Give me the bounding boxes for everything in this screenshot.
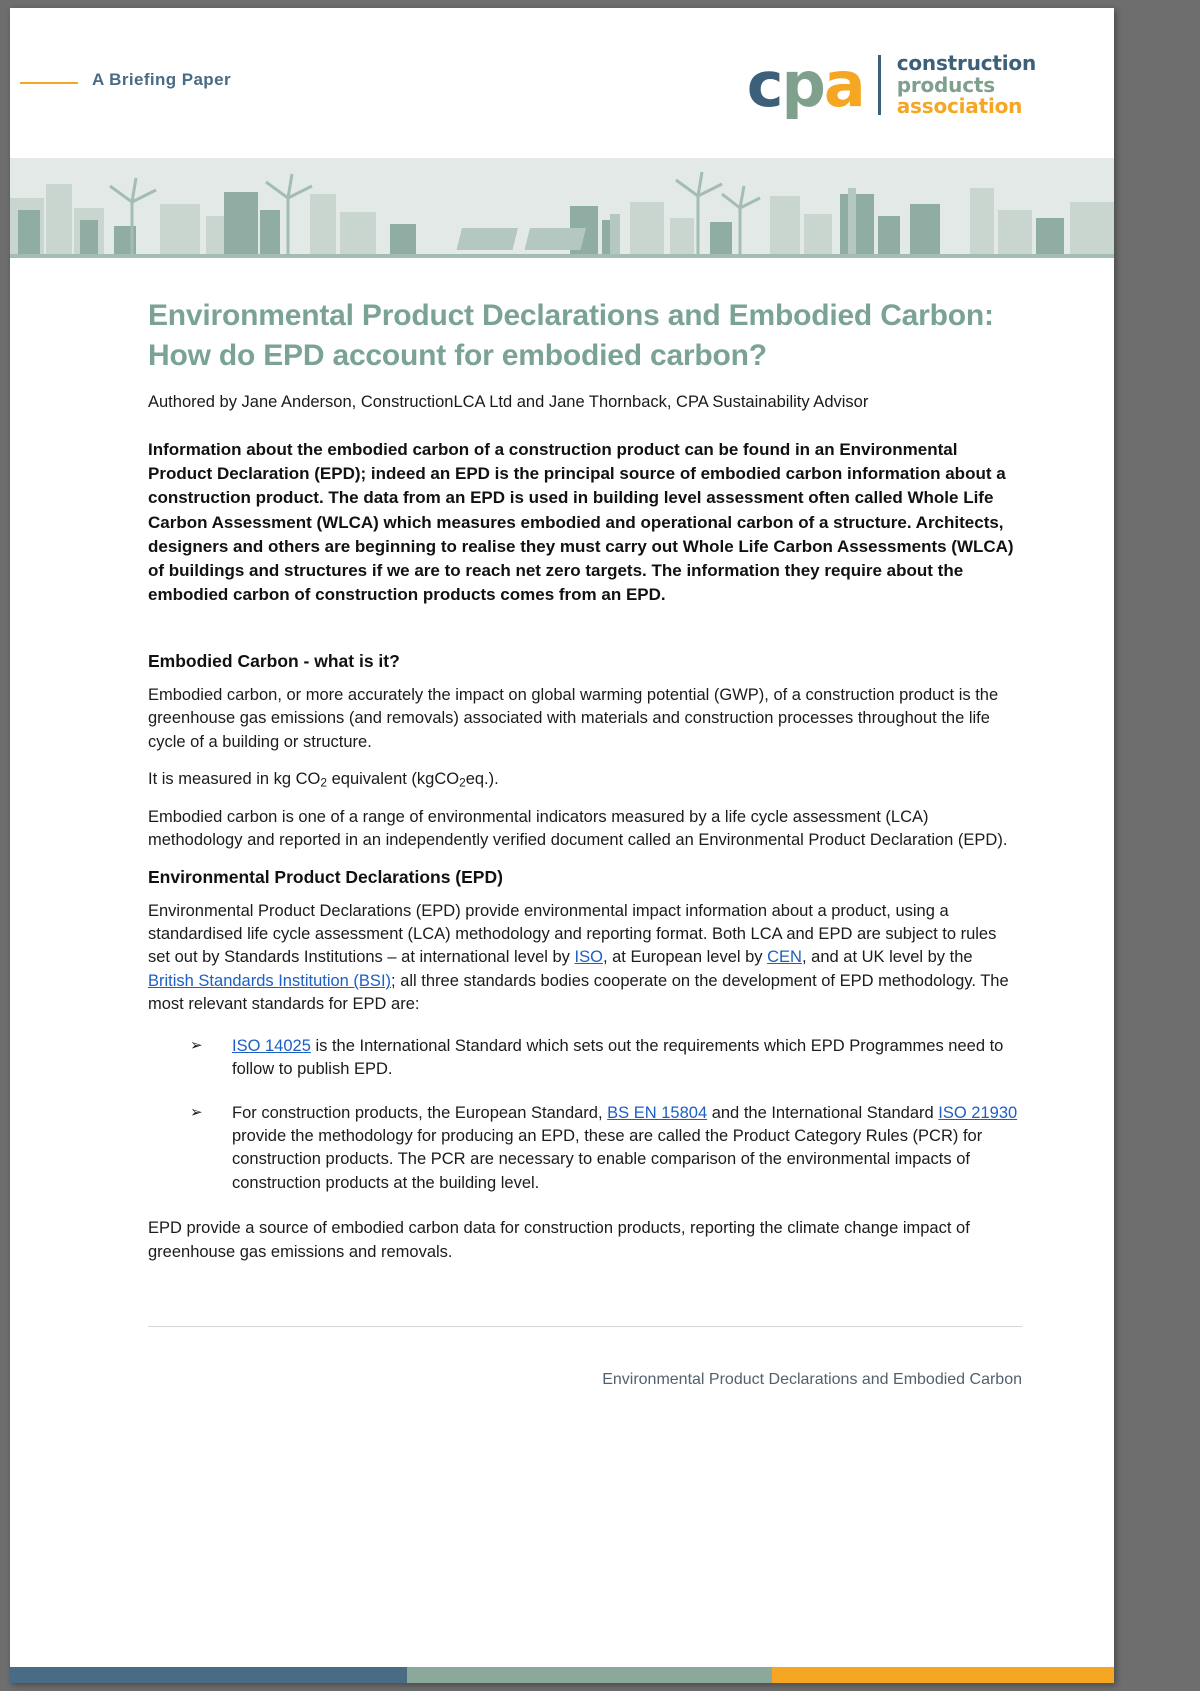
bullet-2-text-after: provide the methodology for producing an EPD, these are called the Product Category Rules (PCR) for construction products. The PCR are necessary to enable comparison of the environmental impacts of construction products at the building level.: [232, 1127, 983, 1192]
skyline-illustration-band: [10, 158, 1114, 258]
paragraph-epd-closing: EPD provide a source of embodied carbon data for construction products, reporting the climate change impact of greenhouse gas emissions and removals.: [148, 1219, 970, 1261]
logo-letter-c: c: [746, 48, 782, 122]
arrow-bullet-icon: ➢: [190, 1036, 203, 1054]
bullet-2-text-mid: and the International Standard: [707, 1103, 939, 1122]
page-title: Environmental Product Declarations and Embodied Carbon: How do EPD account for embodied carbon?: [148, 299, 994, 372]
bottom-bar-segment-green: [407, 1667, 771, 1683]
epd-text-part-2: , at European level by: [602, 948, 768, 967]
cpa-logo-mark: [746, 48, 864, 122]
skyline-graphic: [10, 158, 1114, 258]
section-heading-embodied-carbon: Embodied Carbon - what is it?: [148, 651, 400, 672]
paragraph-epd-standards: [148, 900, 1022, 1017]
epd-text-part-1: Environmental Product Declarations (EPD) provide environmental impact information about a product, using a standardised life cycle assessment (LCA) methodology and reporting format. Both LCA and EPD are subject to rules set out by Standards Institutions – at international level by: [148, 901, 997, 967]
cpa-logo-wordmark: [897, 53, 1036, 118]
document-content: [10, 258, 1114, 1264]
cpa-logo: [746, 48, 1036, 122]
link-bs-en-15804[interactable]: BS EN 15804: [607, 1103, 708, 1122]
list-item: [190, 1035, 1022, 1082]
logo-word-association: association: [896, 94, 1023, 119]
bottom-bar-segment-orange: [772, 1667, 1114, 1683]
list-item: [190, 1102, 1022, 1196]
epd-text-part-3: , and at UK level by the: [801, 948, 973, 967]
paragraph-measurement-units: It is measured in kg $CO_2$ equivalent (kgCO$_2$eq.).: [148, 770, 499, 790]
standards-list: [148, 1035, 1022, 1196]
link-bsi[interactable]: British Standards Institution (BSI): [148, 971, 392, 990]
co2-subscript-1: 2: [320, 775, 328, 790]
link-iso-21930[interactable]: ISO 21930: [938, 1103, 1018, 1122]
logo-divider: [878, 55, 881, 115]
epd-text-part-4: ; all three standards bodies cooperate on the development of EPD methodology. The most relevant standards for EPD are:: [148, 971, 1009, 1014]
bottom-color-bar: [10, 1667, 1114, 1683]
bottom-bar-segment-blue: [10, 1667, 407, 1683]
paragraph-embodied-carbon-definition: Embodied carbon, or more accurately the impact on global warming potential (GWP), of a construction product is the greenhouse gas emissions (and removals) associated with materials and construction processes throughout the life cycle of a building or structure.: [148, 686, 999, 751]
page-header: [10, 8, 1114, 158]
briefing-paper-label: A Briefing Paper: [92, 70, 231, 89]
bullet-2-text-before: For construction products, the European Standard,: [232, 1103, 608, 1122]
link-iso-14025[interactable]: ISO 14025: [232, 1036, 311, 1055]
footer-title: Environmental Product Declarations and Embodied Carbon: [602, 1371, 1022, 1389]
paragraph-lca-indicator: Embodied carbon is one of a range of environmental indicators measured by a life cycle assessment (LCA) methodology and reported in an independently verified document called an Environmental Product Declaration (EPD).: [148, 807, 1008, 850]
authors-line: Authored by Jane Anderson, ConstructionLCA Ltd and Jane Thornback, CPA Sustainability Advisor: [148, 393, 869, 412]
link-iso[interactable]: ISO: [574, 948, 603, 967]
logo-letter-p: p: [781, 48, 824, 122]
logo-letter-a: a: [823, 48, 864, 122]
section-heading-epd: Environmental Product Declarations (EPD): [148, 866, 503, 887]
co2-subscript-2: 2: [459, 775, 466, 790]
bullet-1-text: is the International Standard which sets out the requirements which EPD Programmes need to follow to publish EPD.: [232, 1036, 1004, 1079]
logo-word-construction: construction: [896, 51, 1036, 75]
document-page: [10, 8, 1114, 1683]
logo-word-products: products: [896, 72, 995, 97]
intro-paragraph: Information about the embodied carbon of a construction product can be found in an Environmental Product Declaration (EPD); indeed an EPD is the principal source of embodied carbon information about a construction product. The data from an EPD is used in building level assessment often called Whole Life Carbon Assessment (WLCA) which measures embodied and operational carbon of a structure. Architects, designers and others are beginning to realise they must carry out Whole Life Carbon Assessments (WLCA) of buildings and structures if we are to reach net zero targets. The information they require about the embodied carbon of construction products comes from an EPD.: [148, 440, 1014, 604]
briefing-accent-rule: [20, 82, 78, 84]
link-cen[interactable]: CEN: [767, 948, 802, 967]
arrow-bullet-icon: ➢: [190, 1103, 203, 1121]
